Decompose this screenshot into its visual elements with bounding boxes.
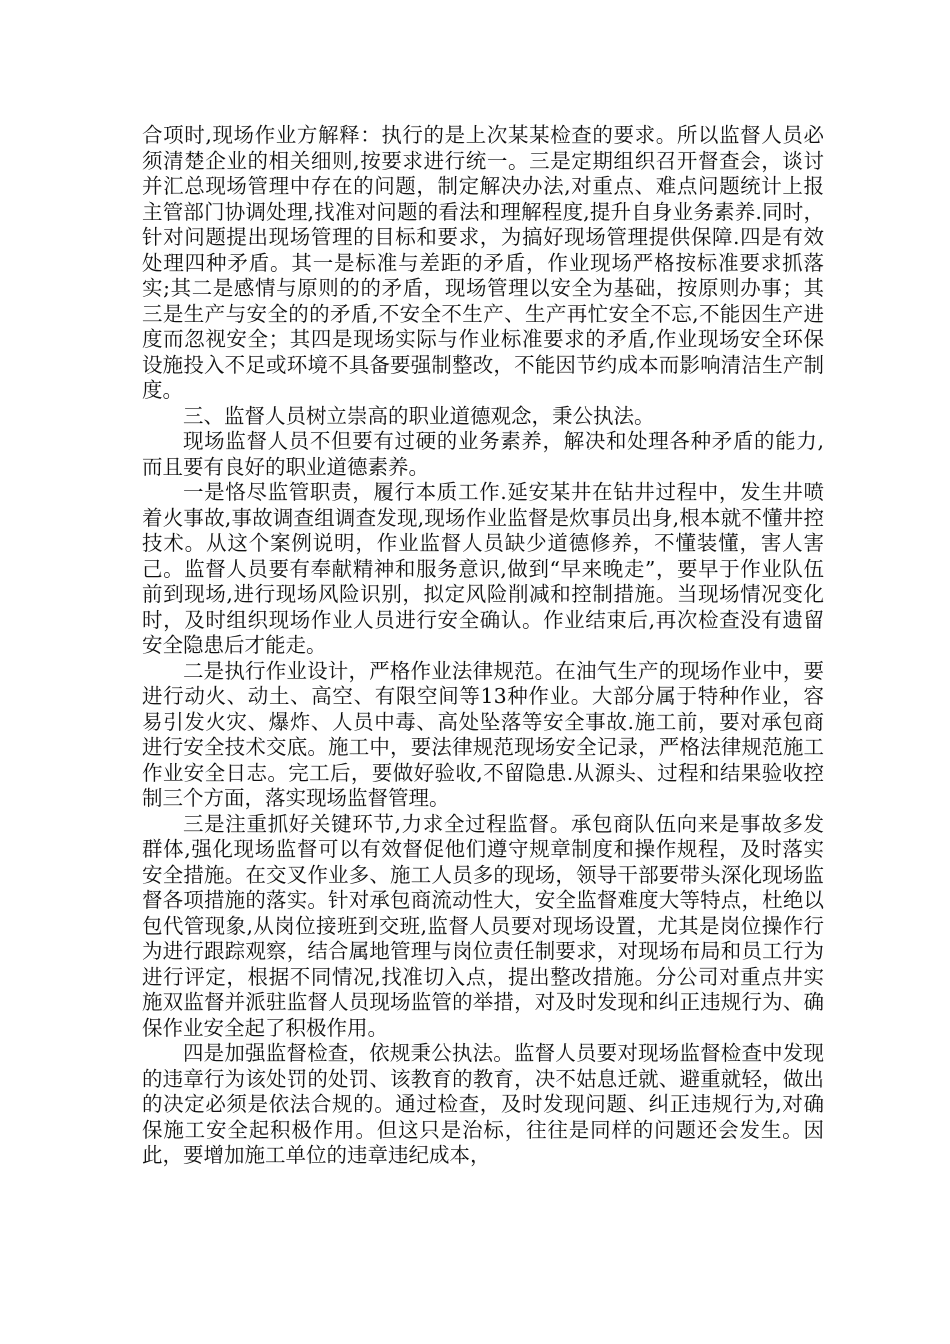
document-page — [142, 123, 824, 1169]
section-heading: 三、监督人员树立崇高的职业道德观念，秉公执法。 — [183, 403, 655, 428]
paragraph-point-four: 四是加强监督检查，依规秉公执法。监督人员要对现场监督检查中发现的违章行为该处罚的处罚、该教育的教育，决不姑息迁就、避重就轻，做出的决定必须是依法合规的。通过检查，及时发现问题、纠正违规行为,对确保施工安全起积极作用。但这只是治标，往往是同样的问题还会发生。因此，要增加施工单位的违章违纪成本， — [142, 1041, 824, 1167]
paragraph-point-two: 二是执行作业设计，严格作业法律规范。在油气生产的现场作业中，要进行动火、动土、高空、有限空间等13种作业。大部分属于特种作业，容易引发火灾、爆炸、人员中毒、高处坠落等安全事故.施工前，要对承包商进行安全技术交底。施工中，要法律规范现场安全记录，严格法律规范施工作业安全日志。完工后，要做好验收,不留隐患.从源头、过程和结果验收控制三个方面，落实现场监督管理。 — [142, 658, 824, 810]
paragraph-continuation: 合项时,现场作业方解释：执行的是上次某某检查的要求。所以监督人员必须清楚企业的相关细则,按要求进行统一。三是定期组织召开督查会，谈讨并汇总现场管理中存在的问题，制定解决办法,对重点、难点问题统计上报主管部门协调处理,找准对问题的看法和理解程度,提升自身业务素养.同时，针对问题提出现场管理的目标和要求，为搞好现场管理提供保障.四是有效处理四种矛盾。其一是标准与差距的矛盾，作业现场严格按标准要求抓落实;其二是感情与原则的的矛盾，现场管理以安全为基础，按原则办事；其三是生产与安全的的矛盾,不安全不生产、生产再忙安全不忘,不能因生产进度而忽视安全；其四是现场实际与作业标准要求的矛盾,作业现场安全环保设施投入不足或环境不具备要强制整改，不能因节约成本而影响清洁生产制度。 — [142, 123, 824, 402]
paragraph-intro: 现场监督人员不但要有过硬的业务素养，解决和处理各种矛盾的能力,而且要有良好的职业道德素养。 — [142, 429, 824, 479]
paragraph-point-three: 三是注重抓好关键环节,力求全过程监督。承包商队伍向来是事故多发群体,强化现场监督可以有效督促他们遵守规章制度和操作规程，及时落实安全措施。在交叉作业多、施工人员多的现场，领导干部要带头深化现场监督各项措施的落实。针对承包商流动性大，安全监督难度大等特点，杜绝以包代管现象,从岗位接班到交班,监督人员要对现场设置，尤其是岗位操作行为进行跟踪观察，结合属地管理与岗位责任制要求，对现场布局和员工行为进行评定，根据不同情况,找准切入点，提出整改措施。分公司对重点井实施双监督并派驻监督人员现场监管的举措，对及时发现和纠正违规行为、确保作业安全起了积极作用。 — [142, 811, 824, 1040]
paragraph-point-one: 一是恪尽监管职责，履行本质工作.延安某井在钻井过程中，发生井喷着火事故,事故调查组调查发现,现场作业监督是炊事员出身,根本就不懂井控技术。从这个案例说明，作业监督人员缺少道德修养，不懂装懂，害人害己。监督人员要有奉献精神和服务意识,做到“早来晚走”，要早于作业队伍前到现场,进行现场风险识别，拟定风险削减和控制措施。当现场情况变化时，及时组织现场作业人员进行安全确认。作业结束后,再次检查没有遗留安全隐患后才能走。 — [142, 480, 824, 657]
